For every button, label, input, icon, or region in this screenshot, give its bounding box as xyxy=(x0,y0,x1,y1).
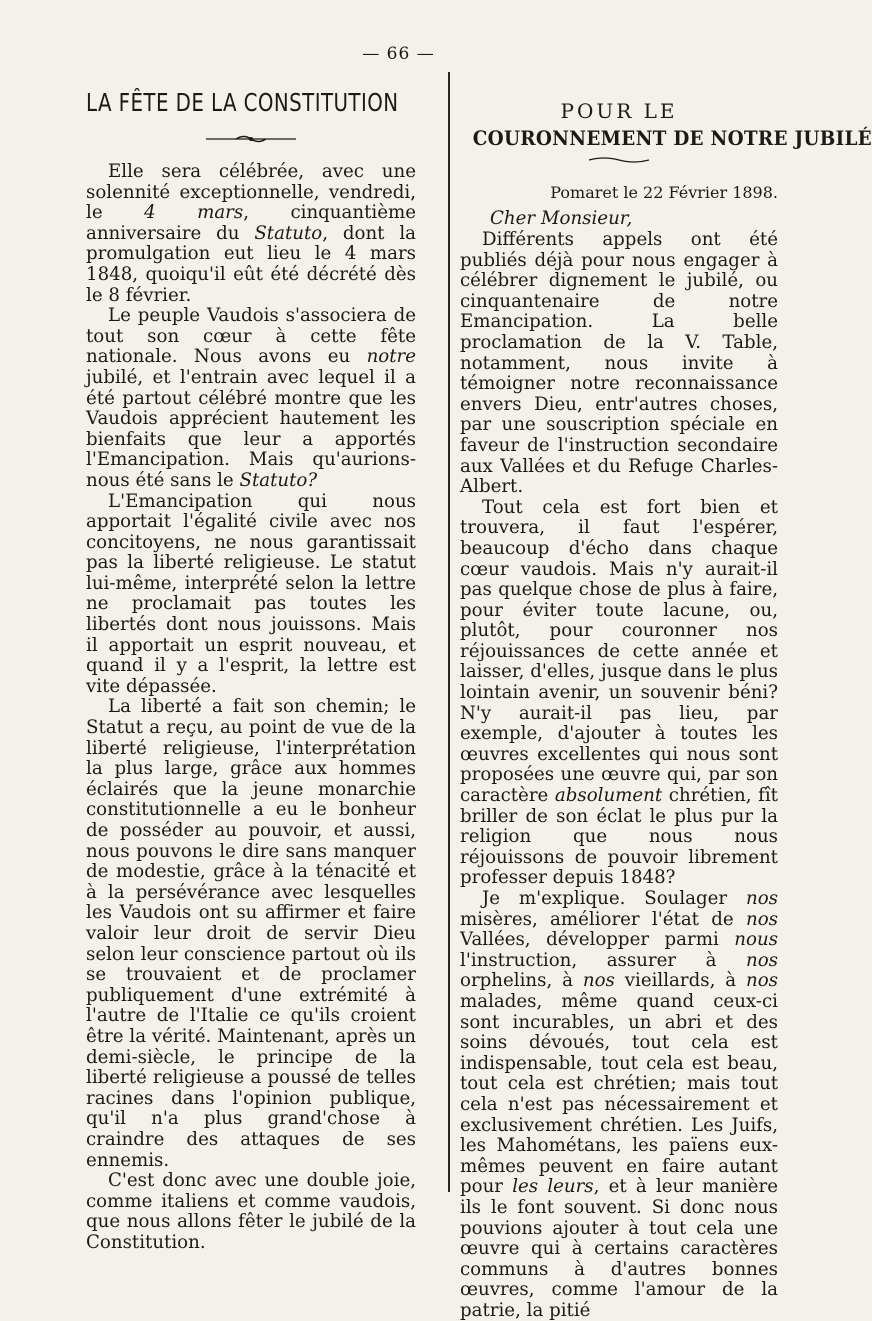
paragraph-text: l'instruction, assurer à xyxy=(460,949,746,971)
emphasis-text: notre xyxy=(366,346,416,368)
right-paragraph xyxy=(460,889,778,1321)
paragraph-text: chrétien, fît briller de son éclat le plus pur la religion que nous nous réjouissons de pouvoir librement professer depuis 1848? xyxy=(460,785,778,889)
paragraph-text: vieillards, à xyxy=(614,970,746,992)
emphasis-text: nos xyxy=(746,908,778,930)
paragraph-text: , cinquantième anniversaire du xyxy=(86,202,416,244)
ornament-swash-icon xyxy=(589,156,649,164)
paragraph-text: La liberté a fait son chemin; le Statut a reçu, au point de vue de la liberté religieuse, l'interprétation la plus large, grâce aux hommes éclairés que la jeune monarchie constitutionnelle a eu le bonheur de posséder au pouvoir, et aussi, nous pouvons le dire sans manquer de modestie, grâce à la ténacité et à la persévérance avec lesquelles les Vaudois ont su affirmer et faire valoir leur droit de servir Dieu selon leur conscience partout où ils se trouvaient et de proclamer publiquement d'une extrémité à l'autre de l'Italie ce qu'ils croient être la vérité. Maintenant, après un demi-siècle, le principe de la liberté religieuse a poussé de telles racines dans l'opinion publique, qu'il n'a plus grand'chose à craindre des attaques de ses ennemis. xyxy=(86,696,416,1171)
right-article-body xyxy=(460,230,778,1321)
right-article-title: COURONNEMENT DE NOTRE JUBILÉ xyxy=(472,126,872,150)
emphasis-text: nos xyxy=(746,949,778,971)
emphasis-text: les leurs xyxy=(512,1176,594,1198)
paragraph-text: Je m'explique. Soulager xyxy=(482,888,746,909)
paragraph-text: Le peuple Vaudois s'associera de tout son cœur à cette fête nationale. Nous avons eu xyxy=(86,305,416,368)
emphasis-text: Statuto? xyxy=(239,469,318,491)
left-paragraph xyxy=(86,306,416,491)
paragraph-text: Différents appels ont été publiés déjà pour nous engager à célébrer dignement le jubilé, ou cinquantenaire de notre Emancipation. La belle proclamation de la V. Table, notamment, nous invite à témoigner notre reconnaissance envers Dieu, entr'autres choses, par une souscription spéciale en faveur de l'instruction secondaire aux Vallées et du Refuge Charles-Albert. xyxy=(460,229,778,498)
paragraph-text: orphelins, à xyxy=(460,970,583,992)
left-paragraph xyxy=(86,492,416,698)
paragraph-text: Vallées, développer parmi xyxy=(460,929,735,951)
paragraph-text: misères, améliorer l'état de xyxy=(460,908,746,930)
right-article-kicker: POUR LE xyxy=(560,99,678,123)
paragraph-text: Tout cela est fort bien et trouvera, il faut l'espérer, beaucoup d'écho dans chaque cœur vaudois. Mais n'y aurait-il pas quelque chose de plus à faire, pour éviter toute lacune, ou, plutôt, pour couronner nos réjouissances de cette année et laisser, d'elles, jusque dans le plus lointain avenir, un souvenir béni? N'y aurait-il pas lieu, par exemple, d'ajouter à toutes les œuvres excellentes qui nous sont proposées une œuvre qui, par son caractère xyxy=(460,496,778,807)
ornament-rule-icon xyxy=(206,134,296,144)
emphasis-text: Statuto xyxy=(254,222,323,244)
emphasis-text: nos xyxy=(582,970,615,992)
emphasis-text: nos xyxy=(746,888,778,909)
left-article-title: LA FÊTE DE LA CONSTITUTION xyxy=(86,88,399,117)
page-number: — 66 — xyxy=(362,44,435,64)
letter-salutation: Cher Monsieur, xyxy=(490,208,633,229)
paragraph-text: Elle sera célébrée, avec une solennité exceptionnelle, vendredi, le xyxy=(86,161,416,224)
emphasis-text: 4 mars xyxy=(144,202,244,224)
paragraph-text: C'est donc avec une double joie, comme italiens et comme vaudois, que nous allons fêter le jubilé de la Constitution. xyxy=(86,1170,416,1253)
right-paragraph xyxy=(460,230,778,498)
letter-dateline: Pomaret le 22 Février 1898. xyxy=(550,183,778,202)
paragraph-text: jubilé, et l'entrain avec lequel il a été partout célébré montre que les Vaudois apprécient hautement les bienfaits que leur a apportés l'Emancipation. Mais qu'aurions-nous été sans le xyxy=(86,366,416,491)
emphasis-text: absolument xyxy=(554,785,663,807)
paragraph-text: , dont la promulgation eut lieu le 4 mars 1848, quoiqu'il eût été décrété dès le 8 février. xyxy=(86,222,416,306)
emphasis-text: nous xyxy=(734,929,778,951)
paragraph-text: malades, même quand ceux-ci sont incurables, un abri et des soins dévoués, tout cela est indispensable, tout cela est beau, tout cela est chrétien; mais tout cela n'est pas nécessairement et exclusivement chrétien. Les Juifs, les Mahométans, les païens eux-mêmes peuvent en faire autant pour xyxy=(460,990,778,1198)
right-article xyxy=(420,98,872,1321)
paragraph-text: L'Emancipation qui nous apportait l'égalité civile avec nos concitoyens, ne nous garantissait pas la liberté religieuse. Le statut lui-même, interprété selon la lettre ne proclamait pas toutes les libertés dont nous jouissons. Mais il apportait un esprit nouveau, et quand il y a l'esprit, la lettre est vite dépassée. xyxy=(86,490,416,697)
left-paragraph xyxy=(86,1171,416,1253)
right-paragraph xyxy=(460,498,778,889)
paragraph-text: , et à leur manière ils le font souvent. Si donc nous pouvions ajouter à tout cela une œuvre qui à certains caractères communs à d'autres bonnes œuvres, comme l'amour de la patrie, la pitié xyxy=(460,1176,778,1321)
left-paragraph xyxy=(86,697,416,1171)
left-paragraph xyxy=(86,162,416,306)
left-article xyxy=(86,82,416,1253)
emphasis-text: nos xyxy=(745,970,778,992)
left-article-body xyxy=(86,162,416,1253)
